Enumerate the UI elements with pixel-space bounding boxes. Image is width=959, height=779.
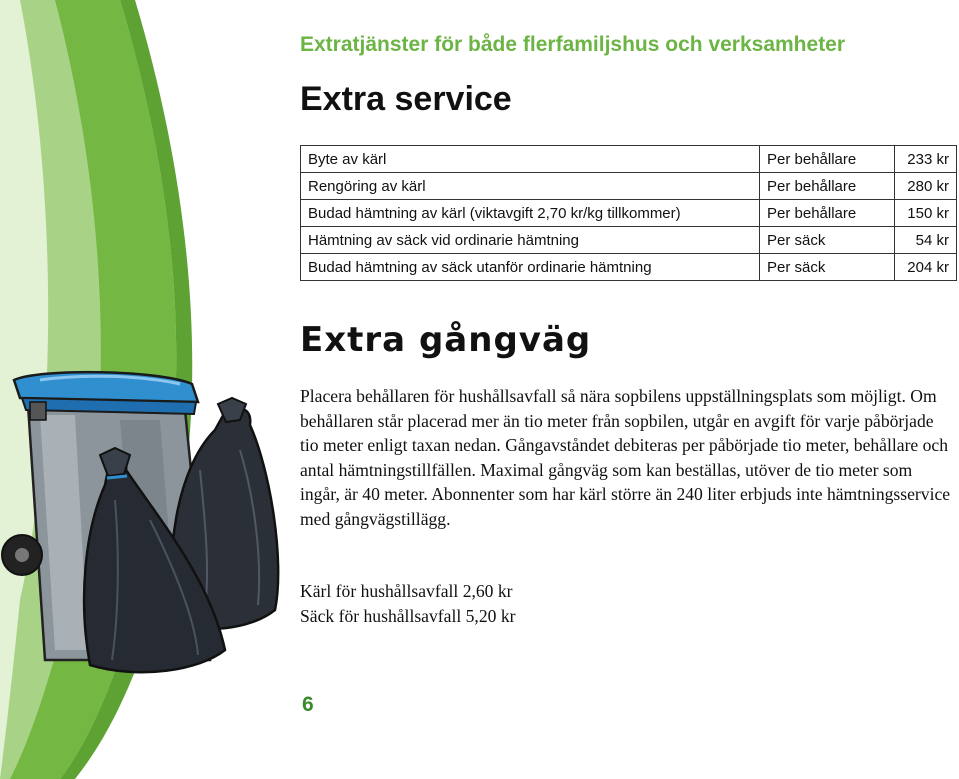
service-price: 280 kr (895, 173, 957, 200)
service-price: 54 kr (895, 227, 957, 254)
table-row (301, 146, 957, 173)
service-unit: Per behållare (760, 146, 895, 173)
walkway-heading: Extra gångväg (300, 320, 592, 360)
rate-bin: Kärl för hushållsavfall 2,60 kr (300, 581, 513, 601)
rate-bag: Säck för hushållsavfall 5,20 kr (300, 606, 516, 626)
table-row (301, 254, 957, 281)
service-unit: Per säck (760, 227, 895, 254)
service-unit: Per säck (760, 254, 895, 281)
service-price: 150 kr (895, 200, 957, 227)
service-name: Budad hämtning av säck utanför ordinarie hämtning (301, 254, 760, 281)
service-name: Rengöring av kärl (301, 173, 760, 200)
service-name: Byte av kärl (301, 146, 760, 173)
service-unit: Per behållare (760, 200, 895, 227)
service-name: Budad hämtning av kärl (viktavgift 2,70 kr/kg tillkommer) (301, 200, 760, 227)
section-kicker: Extratjänster för både flerfamiljshus och verksamheter (300, 33, 846, 56)
service-unit: Per behållare (760, 173, 895, 200)
page-number: 6 (302, 693, 314, 716)
table-row (301, 227, 957, 254)
service-price: 204 kr (895, 254, 957, 281)
service-name: Hämtning av säck vid ordinarie hämtning (301, 227, 760, 254)
table-row (301, 200, 957, 227)
service-price: 233 kr (895, 146, 957, 173)
page-title: Extra service (300, 80, 512, 118)
price-table (300, 145, 957, 281)
table-row (301, 173, 957, 200)
walkway-description: Placera behållaren för hushållsavfall så nära sopbilens uppställningsplats som möjligt. Om behållaren står placerad mer än tio meter från sopbilen, utgår en avgift för varje påbörjade tio meter enligt taxan nedan. Gångavståndet debiteras per påbörjade tio meter, behållare och antal hämtningstillfällen. Maximal gångväg som kan beställas, utöver de tio meter som ingår, är 40 meter. Abonnenter som har kärl större än 240 liter erbjuds inte hämtningsservice med gångvägstillägg. (300, 386, 951, 529)
